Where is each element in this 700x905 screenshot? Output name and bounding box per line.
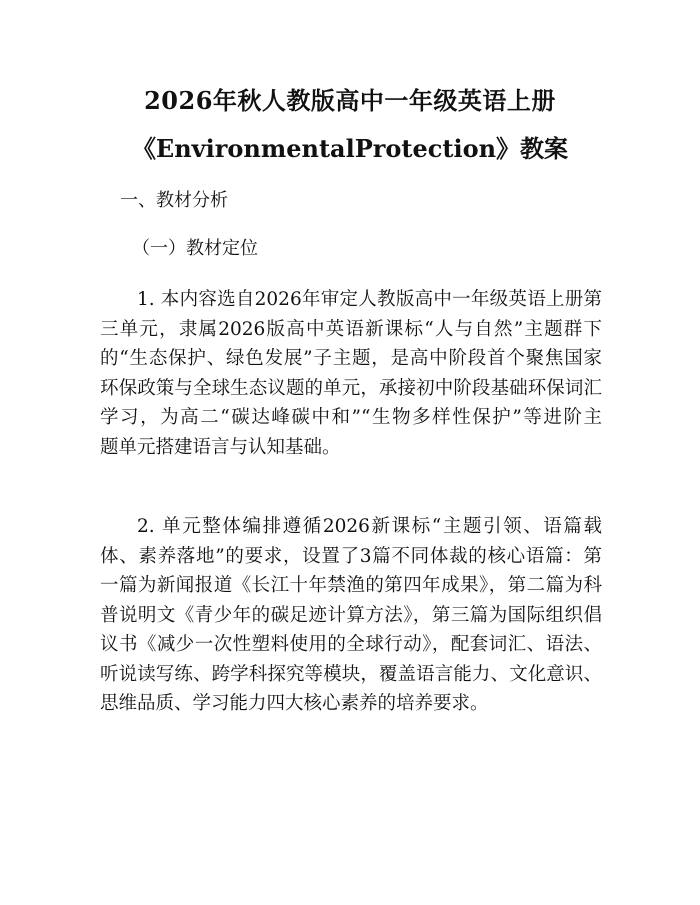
paragraph-line: 普说明文《青少年的碳足迹计算方法》，第三篇为国际组织倡 [100, 604, 602, 626]
paragraph-line: 听说读写练、跨学科探究等模块，覆盖语言能力、文化意识、 [100, 663, 602, 685]
paragraph-line: 体、素养落地”的要求，设置了3篇不同体裁的核心语篇：第 [100, 545, 602, 567]
paragraph-line: 1. 本内容选自2026年审定人教版高中一年级英语上册第 [137, 289, 602, 310]
paragraph-textbook-positioning-1 [100, 285, 602, 462]
paragraph-line: 环保政策与全球生态议题的单元，承接初中阶段基础环保词汇 [100, 377, 602, 399]
paragraph-line: 一篇为新闻报道《长江十年禁渔的第四年成果》，第二篇为科 [100, 575, 602, 596]
document-title-line-2: 《EnvironmentalProtection》教案 [131, 134, 569, 163]
subsection-heading: （一）教材定位 [132, 238, 258, 259]
paragraph-line: 2. 单元整体编排遵循2026新课标“主题引领、语篇载 [137, 516, 602, 537]
document-title-line-1: 2026年秋人教版高中一年级英语上册 [144, 86, 556, 115]
paragraph-line: 学习，为高二“碳达峰碳中和”“生物多样性保护”等进阶主 [100, 407, 602, 428]
paragraph-line: 三单元，隶属2026版高中英语新课标“人与自然”主题群下 [100, 318, 602, 340]
paragraph-line: 题单元搭建语言与认知基础。 [100, 436, 341, 458]
paragraph-line: 思维品质、学习能力四大核心素养的培养要求。 [100, 693, 489, 714]
paragraph-line: 议书《减少一次性塑料使用的全球行动》，配套词汇、语法、 [100, 634, 602, 655]
paragraph-line: 的“生态保护、绿色发展”子主题，是高中阶段首个聚焦国家 [100, 348, 602, 369]
section-heading: 一、教材分析 [120, 190, 228, 211]
paragraph-textbook-positioning-2 [100, 512, 602, 719]
